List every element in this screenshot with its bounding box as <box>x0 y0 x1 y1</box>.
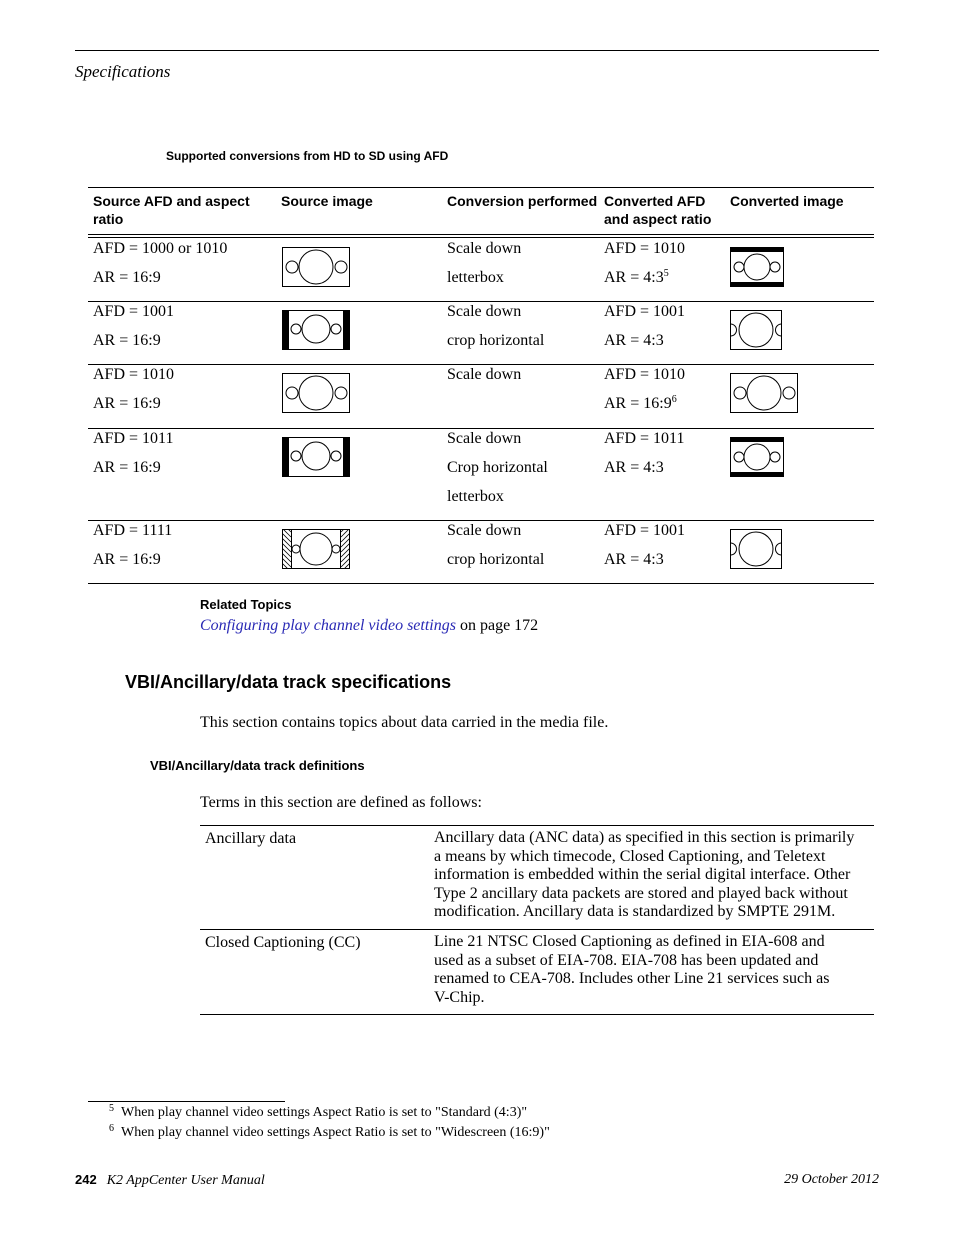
header-double-rule-2 <box>88 237 874 238</box>
col-header-source-image: Source image <box>281 193 373 209</box>
conversion-step: Crop horizontal <box>447 459 548 476</box>
definition-line: V-Chip. <box>434 988 485 1006</box>
definition-line: modification. Ancillary data is standardized by SMPTE 291M. <box>434 903 836 921</box>
related-topic-entry <box>200 617 538 635</box>
conversion-step: crop horizontal <box>447 551 545 568</box>
letterbox-4x3-icon <box>730 247 784 287</box>
footnote-reference: 6 <box>671 394 677 405</box>
converted-afd: AFD = 1010 <box>604 240 686 257</box>
converted-aspect-ratio <box>604 550 664 570</box>
footnote-text: When play channel video settings Aspect Ratio is set to "Standard (4:3)" <box>121 1105 528 1120</box>
conversion-step: crop horizontal <box>447 332 545 349</box>
converted-ar-value: AR = 4:3 <box>604 332 664 349</box>
definition-line: used as a subset of EIA-708. EIA-708 has been updated and <box>434 951 819 969</box>
footnote-text: When play channel video settings Aspect Ratio is set to "Widescreen (16:9)" <box>121 1125 550 1140</box>
definition-line: Line 21 NTSC Closed Captioning as defined in EIA-608 and <box>434 933 825 950</box>
definitions-row-rule <box>200 929 874 930</box>
converted-aspect-ratio <box>604 268 669 288</box>
converted-aspect-ratio <box>604 458 664 478</box>
source-afd: AFD = 1111 <box>93 522 173 539</box>
vbi-intro-paragraph: This section contains topics about data carried in the media file. <box>200 714 609 731</box>
manual-title: K2 AppCenter User Manual <box>106 1173 265 1188</box>
wide-16x9-icon <box>730 373 798 413</box>
page-footer-left <box>75 1172 265 1189</box>
converted-afd: AFD = 1001 <box>604 522 686 539</box>
definition-text-closed-captioning <box>434 933 874 1007</box>
conversion-step: Scale down <box>447 240 522 257</box>
footnote-5 <box>109 1105 527 1121</box>
footnote-reference: 5 <box>663 268 669 279</box>
definition-text-ancillary <box>434 829 874 922</box>
definition-term-ancillary: Ancillary data <box>205 830 297 847</box>
converted-aspect-ratio <box>604 394 677 414</box>
section-title: Specifications <box>75 62 171 81</box>
col-header-converted-afd: Converted AFD and aspect ratio <box>604 193 712 227</box>
related-topics-heading: Related Topics <box>200 597 292 612</box>
source-afd: AFD = 1011 <box>93 430 174 447</box>
source-aspect-ratio: AR = 16:9 <box>93 551 161 568</box>
crop-4x3-icon <box>730 529 782 569</box>
footnote-number: 5 <box>109 1103 114 1114</box>
source-afd: AFD = 1010 <box>93 366 175 383</box>
vbi-definitions-heading: VBI/Ancillary/data track definitions <box>150 758 365 773</box>
table-top-rule <box>88 187 874 188</box>
vbi-section-heading: VBI/Ancillary/data track specifications <box>125 672 452 692</box>
col-header-converted-image: Converted image <box>730 193 844 209</box>
publication-date: 29 October 2012 <box>784 1172 879 1187</box>
definition-line: Ancillary data (ANC data) as specified in this section is primarily <box>434 829 855 846</box>
table-row-rule <box>88 583 874 584</box>
pillarbox-16x9-icon <box>282 437 350 477</box>
source-aspect-ratio: AR = 16:9 <box>93 269 161 286</box>
converted-afd: AFD = 1001 <box>604 303 686 320</box>
definition-line: information is embedded within the serial digital interface. Other <box>434 866 851 884</box>
converted-afd: AFD = 1011 <box>604 430 685 447</box>
wide-16x9-icon <box>282 247 350 287</box>
related-topic-link[interactable]: Configuring play channel video settings <box>200 617 456 634</box>
converted-ar-value: AR = 4:3 <box>604 459 664 476</box>
definitions-top-rule <box>200 825 874 826</box>
footnote-rule <box>88 1101 285 1102</box>
definition-line: a means by which timecode, Closed Captioning, and Teletext <box>434 847 826 865</box>
converted-afd: AFD = 1010 <box>604 366 686 383</box>
wide-16x9-icon <box>282 373 350 413</box>
hatched-pillarbox-16x9-icon <box>282 529 350 569</box>
converted-ar-value: AR = 4:3 <box>604 269 664 286</box>
conversion-step: Scale down <box>447 430 522 447</box>
converted-aspect-ratio <box>604 331 664 351</box>
definition-line: renamed to CEA-708. Includes other Line 21 services such as <box>434 970 830 988</box>
conversion-step: Scale down <box>447 303 522 320</box>
conversion-step: letterbox <box>447 269 504 286</box>
letterbox-4x3-icon <box>730 437 784 477</box>
related-topic-page-ref: on page 172 <box>455 617 539 634</box>
header-rule <box>75 50 879 51</box>
col-header-conversion: Conversion performed <box>447 193 598 209</box>
source-afd: AFD = 1000 or 1010 <box>93 240 228 257</box>
source-afd: AFD = 1001 <box>93 303 175 320</box>
definition-line: Type 2 ancillary data packets are stored and played back without <box>434 884 848 902</box>
footnote-number: 6 <box>109 1123 114 1134</box>
crop-4x3-icon <box>730 310 782 350</box>
col-header-source-afd: Source AFD and aspect ratio <box>93 193 250 227</box>
definition-term-closed-captioning: Closed Captioning (CC) <box>205 934 361 951</box>
source-aspect-ratio: AR = 16:9 <box>93 332 161 349</box>
header-double-rule-1 <box>88 234 874 235</box>
conversion-step: Scale down <box>447 366 522 383</box>
definitions-bottom-rule <box>200 1014 874 1015</box>
page-number: 242 <box>75 1172 97 1187</box>
converted-ar-value: AR = 16:9 <box>604 395 672 412</box>
source-aspect-ratio: AR = 16:9 <box>93 459 161 476</box>
converted-ar-value: AR = 4:3 <box>604 551 664 568</box>
source-aspect-ratio: AR = 16:9 <box>93 395 161 412</box>
table-caption: Supported conversions from HD to SD using AFD <box>166 149 449 163</box>
footnote-6 <box>109 1125 550 1141</box>
definitions-intro-paragraph: Terms in this section are defined as follows: <box>200 794 482 811</box>
conversion-step: letterbox <box>447 488 504 505</box>
pillarbox-16x9-icon <box>282 310 350 350</box>
conversion-step: Scale down <box>447 522 522 539</box>
